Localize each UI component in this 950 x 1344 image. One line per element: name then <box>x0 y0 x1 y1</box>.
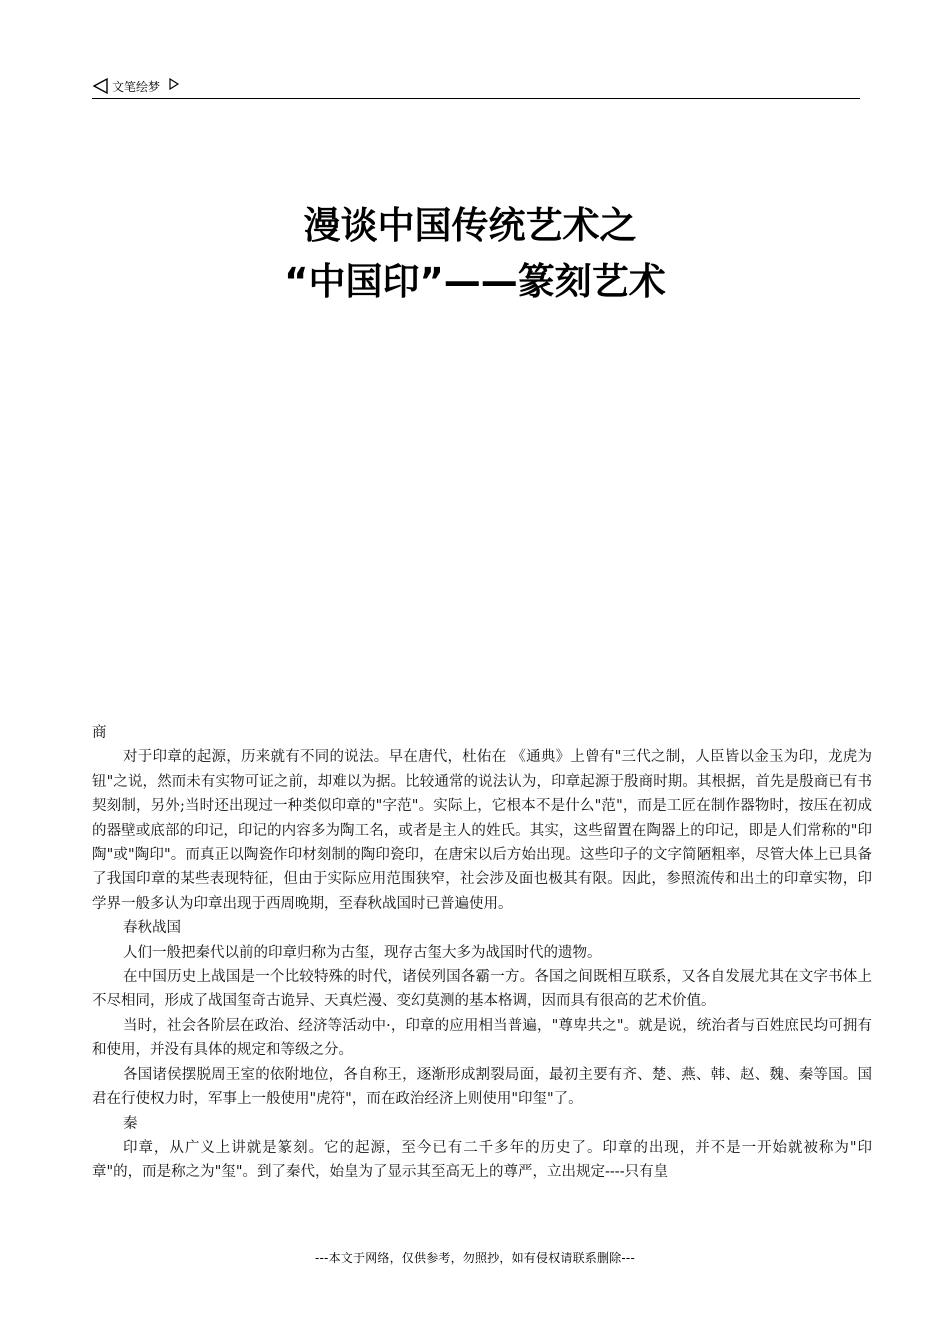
paragraph-warring-states: 在中国历史上战国是一个比较特殊的时代，诸侯列国各霸一方。各国之间既相互联系，又各自发展尤其在文字书体上不尽相同，形成了战国玺奇古诡异、天真烂漫、变幻莫测的基本格调，因而具有很高的艺术价值。 <box>92 969 872 1010</box>
title-line-2: “中国印”——篆刻艺术 <box>284 260 666 303</box>
page-footer: ---本文于网络，仅供参考，勿照抄，如有侵权请联系删除--- <box>315 1251 635 1265</box>
title-line-1: 漫谈中国传统艺术之 <box>303 204 637 247</box>
section-heading-shang: 商 <box>92 725 107 741</box>
document-title <box>0 198 950 310</box>
triangle-right-icon <box>168 78 180 90</box>
paragraph-origin: 对于印章的起源，历来就有不同的说法。早在唐代，杜佑在 《通典》上曾有"三代之制，人臣皆以金玉为印，龙虎为钮"之说，然而未有实物可证之前，却难以为据。比较通常的说法认为，印章起源于殷商时期。其根据，首先是殷商已有书契刻制，另外;当时还出现过一种类似印章的"字范"。实际上，它根本不是什么"范"，而是工匠在制作器物时，按压在初成的器壁或底部的印记，印记的内容多为陶工名，或者是主人的姓氏。其实，这些留置在陶器上的印记，即是人们常称的"印陶"或"陶印"。而真正以陶瓷作印材刻制的陶印瓷印，在唐宋以后方始出现。这些印子的文字简陋粗率，尽管大体上已具备了我国印章的某些表现特征，但由于实际应用范围狭窄，社会涉及面也极其有限。因此，参照流传和出土的印章实物，印学界一般多认为印章出现于西周晚期，至春秋战国时已普遍使用。 <box>92 749 872 912</box>
paragraph-guxi: 人们一般把秦代以前的印章归称为古玺，现存古玺大多为战国时代的遗物。 <box>123 944 602 961</box>
paragraph-qin: 印章，从广义上讲就是篆刻。它的起源，至今已有二千多年的历史了。印章的出现，并不是一开始就被称为"印章"的，而是称之为"玺"。到了秦代，始皇为了显示其至高无上的尊严，立出规定----只有皇 <box>92 1139 872 1181</box>
header-label: 文笔绘梦 <box>112 79 161 94</box>
section-heading-qin: 秦 <box>123 1115 138 1132</box>
section-heading-warring-states: 春秋战国 <box>123 920 181 937</box>
triangle-left-icon <box>92 77 110 95</box>
paragraph-states: 各国诸侯摆脱周王室的依附地位，各自称王，逐渐形成割裂局面，最初主要有齐、楚、燕、韩、赵、魏、秦等国。国君在行使权力时，军事上一般使用"虎符"，而在政治经济上则使用"印玺"了。 <box>92 1066 872 1108</box>
page-header <box>92 74 860 99</box>
article-body <box>92 721 872 1185</box>
paragraph-social-use: 当时，社会各阶层在政治、经济等活动中·，印章的应用相当普遍，"尊卑共之"。就是说，统治者与百姓庶民均可拥有和使用，并没有具体的规定和等级之分。 <box>92 1017 872 1059</box>
